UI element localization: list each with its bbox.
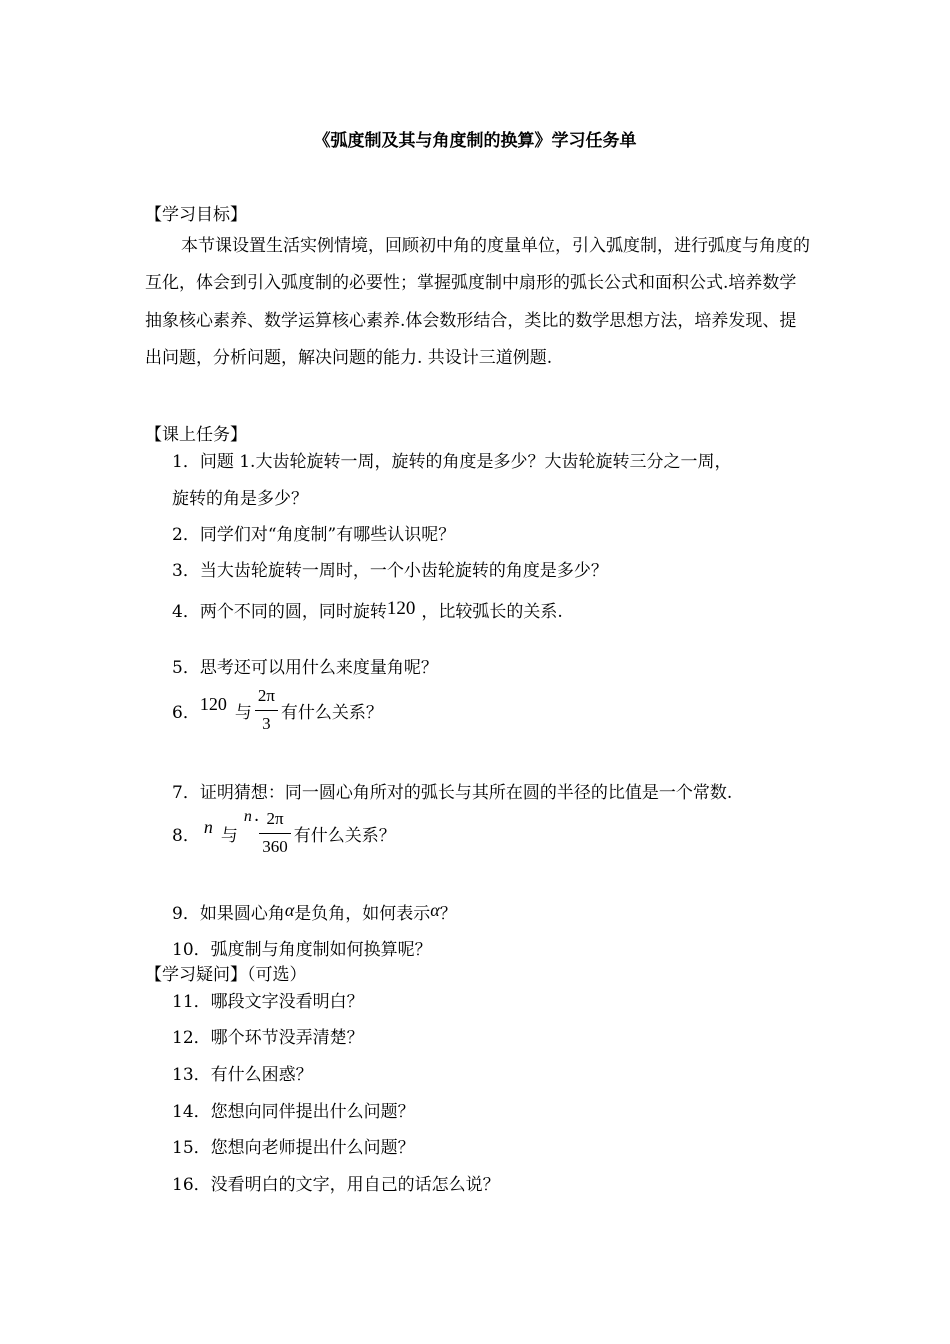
question-item-16: 16．没看明白的文字，用自己的话怎么说？	[172, 1175, 500, 1195]
variable-alpha: α	[430, 900, 440, 920]
goals-paragraph	[145, 228, 810, 378]
task-item-1: 1．问题 1.大齿轮旋转一周，旋转的角度是多少？大齿轮旋转三分之一周， 旋转的角是多少？	[172, 452, 732, 509]
variable-n: n	[203, 816, 213, 837]
question-item-13: 13．有什么困惑？	[172, 1065, 313, 1085]
task-item-4: 4．两个不同的圆，同时旋转120 ，比较弧长的关系.	[172, 598, 563, 622]
question-item-15: 15．您想向老师提出什么问题？	[172, 1138, 415, 1158]
variable-alpha: α	[284, 900, 295, 920]
page-title: 《弧度制及其与角度制的换算》学习任务单	[313, 131, 637, 151]
task-item-5: 5．思考还可以用什么来度量角呢？	[172, 658, 438, 678]
task-item-6: 6．120 与 $\frac{2\pi}{3}$ 有什么关系？	[172, 686, 383, 733]
question-item-12: 12．哪个环节没弄清楚？	[172, 1028, 364, 1048]
task-item-2: 2．同学们对“角度制”有哪些认识呢？	[172, 525, 456, 545]
task-item-7: 7．证明猜想：同一圆心角所对的弧长与其所在圆的半径的比值是一个常数.	[172, 783, 733, 803]
fraction-2pi-over-3: $\frac{2\pi}{3}$	[255, 686, 278, 734]
task-item-10: 10．弧度制与角度制如何换算呢？	[172, 940, 432, 960]
question-item-11: 11．哪段文字没看明白？	[172, 992, 364, 1012]
angle-120: 120	[199, 693, 227, 714]
angle-120: 120	[386, 598, 416, 619]
multiplication-dot: ·	[253, 811, 260, 831]
question-item-14: 14．您想向同伴提出什么问题？	[172, 1102, 415, 1122]
section-heading-goals: 【学习目标】	[145, 205, 247, 225]
fraction-2pi-over-360: $\frac{2\pi}{360}$	[259, 809, 291, 857]
task-item-1-continuation: 旋转的角是多少？	[172, 489, 308, 509]
optional-note: （可选）	[247, 965, 307, 985]
task-item-3: 3．当大齿轮旋转一周时，一个小齿轮旋转的角度是多少？	[172, 561, 608, 581]
task-item-8: 8． n 与n · $\frac{2\pi}{360}$ 有什么关系？	[172, 808, 396, 856]
task-item-9: 9．如果圆心角α是负角，如何表示α？	[172, 900, 457, 924]
variable-n: n	[243, 808, 252, 825]
goals-text: 本节课设置生活实例情境，回顾初中角的度量单位，引入弧度制，进行弧度与角度的互化，体会到引入弧度制的必要性；掌握弧度制中扇形的弧长公式和面积公式.培养数学抽象核心素养、数学运算核心素养.体会数形结合，类比的数学思想方法，培养发现、提出问题，分析问题，解决问题的能力. 共设计三道例题.	[145, 236, 810, 369]
section-heading-tasks: 【课上任务】	[145, 425, 247, 445]
section-heading-questions: 【学习疑问】（可选）	[145, 965, 307, 985]
